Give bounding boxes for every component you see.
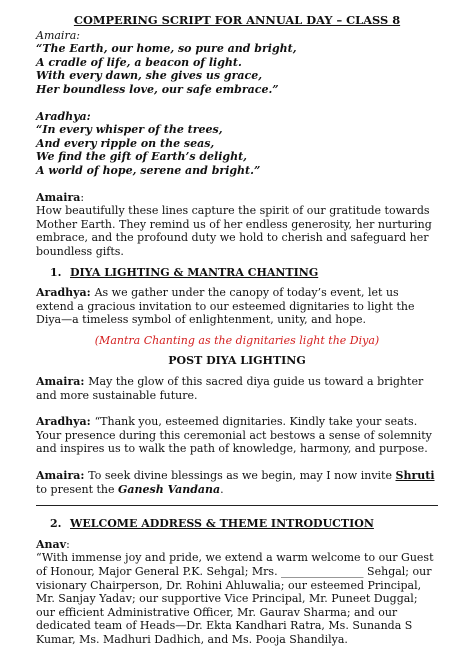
speaker-heading: Anav: [36, 537, 70, 551]
paragraph-text: As we gather under the canopy of today’s event, let us extend a gracious invitation to our esteemed dignitaries to light the Diya—a timeless symbol of enlightenment, unity, and hope. [36, 286, 415, 327]
speaker-name: Amaira [36, 375, 81, 389]
divider [36, 505, 438, 506]
stage-direction: (Mantra Chanting as the dignitaries light the Diya) [94, 333, 380, 347]
performer-name: Shruti [395, 469, 435, 483]
poem2-speaker: Aradhya: [36, 109, 91, 123]
paragraph: Aradhya: “Thank you, esteemed dignitaries. Kindly take your seats. Your presence during this ceremonial act bestows a sense of solemnity and inspires us to walk the path of knowledge, harmony, and purpose. [36, 415, 432, 456]
poem1-speaker: Amaira: [36, 28, 80, 42]
speaker-name: Amaira [36, 190, 81, 204]
speaker-heading: Amaira: [36, 190, 85, 204]
section-title: DIYA LIGHTING & MANTRA CHANTING [70, 265, 319, 279]
speaker-name: Anav [36, 537, 67, 551]
performance-name: Ganesh Vandana [118, 482, 221, 496]
speaker-name: Aradhya [36, 415, 87, 429]
section-heading [36, 517, 438, 531]
paragraph: “With immense joy and pride, we extend a warm welcome to our Guest of Honour, Major General P.K. Sehgal; Mrs. _______________ Sehgal; our visionary Chairperson, Dr. Rohini Ahluwalia; our esteemed Principal, Mr. Sanjay Yadav; our supportive Vice Principal, Mr. Puneet Duggal; our efficient Administrative Officer, Mr. Gaurav Sharma; and our dedicated team of Heads—Dr. Ekta Kandhari Ratra, Ms. Sunanda S Kumar, Ms. Madhuri Dadhich, and Ms. Pooja Shandilya. [36, 551, 434, 646]
poem2-line: We find the gift of Earth’s delight, [36, 150, 248, 164]
paragraph: Amaira: May the glow of this sacred diya guide us toward a brighter and more sustainable future. [36, 375, 424, 402]
poem2-line: A world of hope, serene and bright.” [36, 163, 261, 177]
section-number: 2. [50, 517, 62, 531]
speaker-name: Amaira [36, 28, 77, 42]
poem2-line: And every ripple on the seas, [36, 136, 215, 150]
paragraph: How beautifully these lines capture the spirit of our gratitude towards Mother Earth. They remind us of her endless generosity, her nurturing embrace, and the profound duty we hold to cherish and safeguard her boundless gifts. [36, 204, 432, 258]
poem2-line: “In every whisper of the trees, [36, 123, 223, 137]
section-heading [36, 266, 438, 280]
poem1-line: A cradle of life, a beacon of light. [36, 55, 242, 69]
subheading: POST DIYA LIGHTING [168, 354, 306, 368]
paragraph-text: to present the [36, 482, 115, 496]
paragraph-text: “Thank you, esteemed dignitaries. Kindly take your seats. Your presence during this ceremonial act bestows a sense of solemnity and inspires us to walk the path of knowledge, harmony, and purpose. [36, 415, 432, 456]
paragraph-text: May the glow of this sacred diya guide us toward a brighter and more sustainable future. [36, 375, 424, 402]
document-title: COMPERING SCRIPT FOR ANNUAL DAY – CLASS 8 [73, 13, 401, 27]
paragraph-text: To seek divine blessings as we begin, may I now invite [88, 469, 392, 483]
paragraph: Amaira: To seek divine blessings as we begin, may I now invite Shruti to present the Ganesh Vandana. [36, 469, 435, 496]
poem1-line: “The Earth, our home, so pure and bright, [36, 42, 297, 56]
paragraph: Aradhya: As we gather under the canopy of today’s event, let us extend a gracious invitation to our esteemed dignitaries to light the Diya—a timeless symbol of enlightenment, unity, and hope. [36, 286, 415, 327]
speaker-name: Amaira [36, 469, 81, 483]
speaker-name: Aradhya [36, 286, 87, 300]
poem1-line: Her boundless love, our safe embrace.” [36, 82, 279, 96]
section-title: WELCOME ADDRESS & THEME INTRODUCTION [70, 517, 374, 531]
poem1-line: With every dawn, she gives us grace, [36, 69, 263, 83]
section-number: 1. [50, 265, 62, 279]
